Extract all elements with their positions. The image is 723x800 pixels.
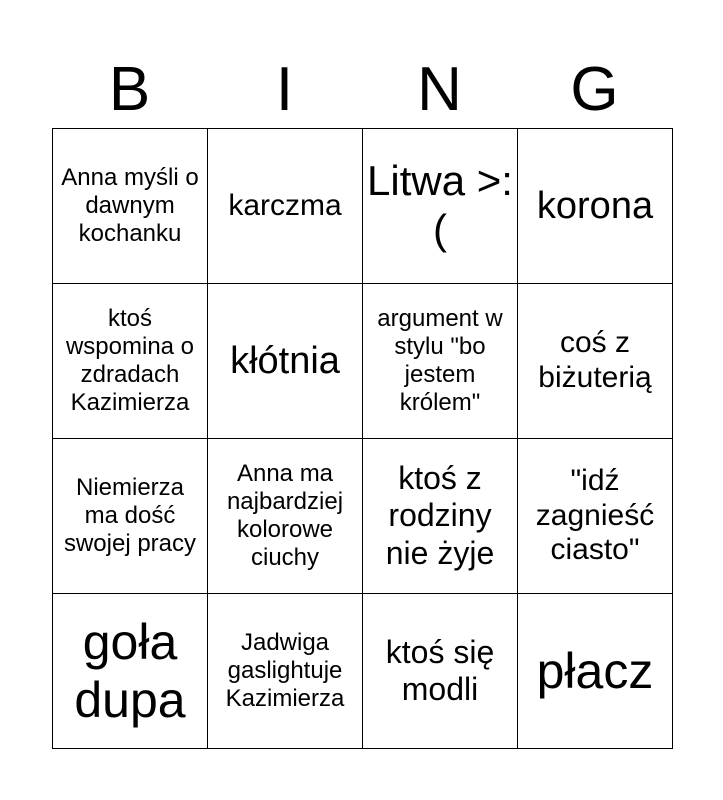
bingo-cell[interactable]: "idź zagnieść ciasto" <box>518 439 673 594</box>
bingo-header <box>52 52 672 128</box>
bingo-cell[interactable]: Jadwiga gaslightuje Kazimierza <box>208 594 363 749</box>
board-row <box>53 594 673 749</box>
board-row <box>53 284 673 439</box>
bingo-cell[interactable]: Niemierza ma dość swojej pracy <box>53 439 208 594</box>
bingo-cell[interactable]: karczma <box>208 129 363 284</box>
header-letter-n: N <box>417 55 462 124</box>
bingo-board <box>52 128 673 749</box>
bingo-cell[interactable]: Litwa >:( <box>363 129 518 284</box>
bingo-cell[interactable]: Anna ma najbardziej kolorowe ciuchy <box>208 439 363 594</box>
bingo-cell[interactable]: kłótnia <box>208 284 363 439</box>
bingo-cell[interactable]: argument w stylu "bo jestem królem" <box>363 284 518 439</box>
bingo-cell[interactable]: ktoś z rodziny nie żyje <box>363 439 518 594</box>
board-row <box>53 129 673 284</box>
header-letter-b: B <box>108 55 151 124</box>
bingo-cell[interactable]: Anna myśli o dawnym kochanku <box>53 129 208 284</box>
header-letter-i: I <box>275 55 294 124</box>
bingo-cell[interactable]: ktoś wspomina o zdradach Kazimierza <box>53 284 208 439</box>
board-row <box>53 439 673 594</box>
bingo-cell[interactable]: goła dupa <box>53 594 208 749</box>
bingo-cell[interactable]: ktoś się modli <box>363 594 518 749</box>
bingo-cell[interactable]: korona <box>518 129 673 284</box>
header-letter-g: G <box>570 55 619 124</box>
bingo-cell[interactable]: coś z biżuterią <box>518 284 673 439</box>
bingo-cell[interactable]: płacz <box>518 594 673 749</box>
